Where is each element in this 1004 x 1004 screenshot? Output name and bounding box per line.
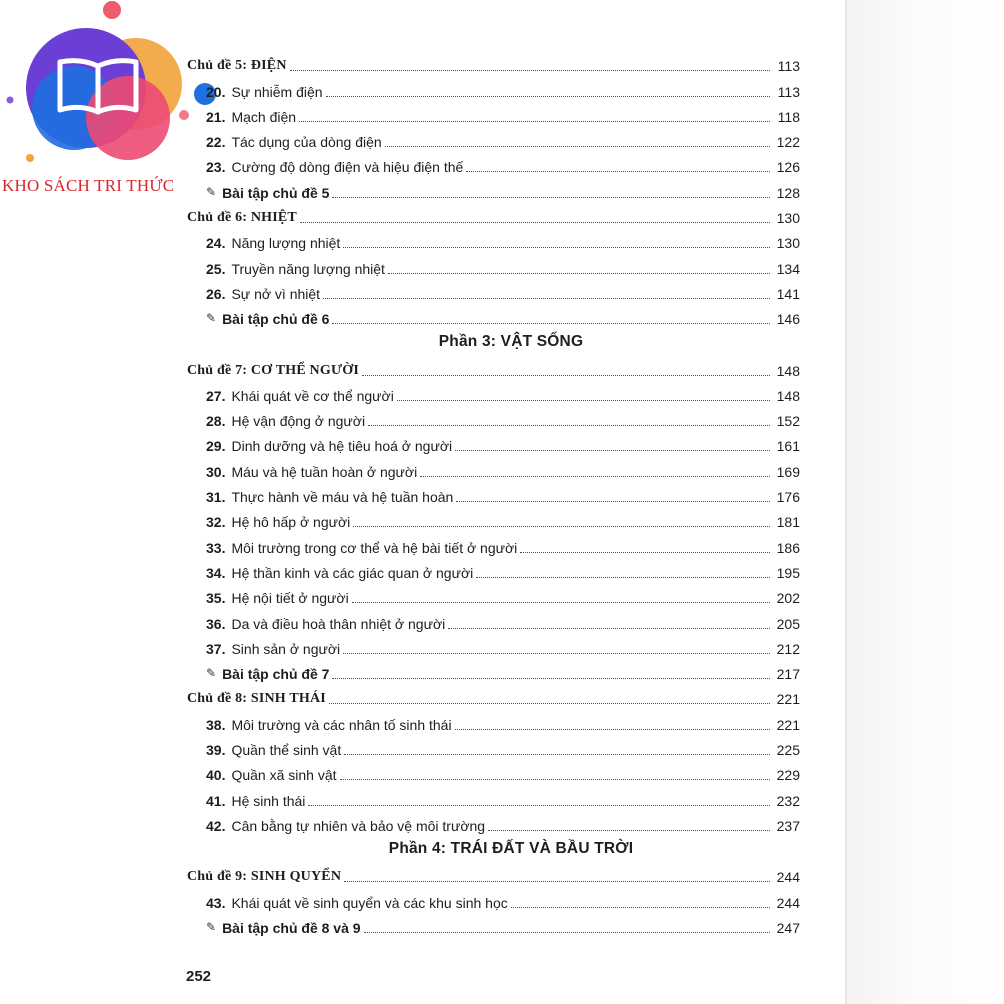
dot-leader [290, 70, 770, 71]
lesson-number: 31. [206, 489, 226, 506]
toc-lesson-row[interactable] [186, 887, 800, 912]
lesson-number: 20. [206, 83, 226, 100]
lesson-number: 41. [206, 792, 226, 809]
page-number: 252 [186, 968, 212, 985]
toc-lesson-row[interactable] [186, 279, 800, 304]
lesson-number: 39. [206, 742, 226, 759]
lesson-number: 30. [206, 463, 226, 480]
toc-lesson-row[interactable] [186, 507, 800, 532]
exercise-title [206, 309, 329, 329]
lesson-number: 42. [206, 817, 226, 834]
page-ref: 141 [776, 285, 800, 302]
page-ref: 205 [776, 615, 800, 632]
toc-lesson-row[interactable] [186, 608, 800, 633]
toc-lesson-row[interactable] [186, 634, 800, 659]
pencil-icon: ✎ [206, 311, 217, 326]
exercise-title [206, 664, 329, 684]
page-ref: 244 [776, 869, 800, 886]
toc-exercise-row[interactable] [186, 913, 800, 938]
dot-leader [332, 197, 770, 198]
lesson-number: 40. [206, 767, 226, 784]
lesson-number: 36. [206, 615, 226, 632]
dot-leader [329, 703, 770, 704]
lesson-title [206, 563, 473, 583]
toc-exercise-row[interactable] [186, 304, 800, 329]
lesson-number: 23. [206, 159, 226, 176]
dot-leader [344, 881, 770, 882]
lesson-number: 37. [206, 640, 226, 657]
entry-label: Da và điều hoà thân nhiệt ở người [231, 615, 446, 632]
page-ref: 202 [776, 590, 800, 607]
toc-chapter-row[interactable] [186, 684, 800, 709]
part-heading: Phần 3: VẬT SỐNG [438, 333, 584, 351]
chapter-title [187, 689, 326, 709]
page-ref: 113 [777, 83, 800, 100]
entry-label: Chủ đề 9: SINH QUYỂN [187, 869, 342, 885]
page-ref: 146 [776, 311, 800, 328]
entry-label: Tác dụng của dòng điện [231, 134, 382, 151]
toc-lesson-row[interactable] [186, 406, 800, 431]
lesson-title [206, 462, 417, 482]
toc-lesson-row[interactable] [186, 735, 800, 760]
page-ref: 229 [776, 767, 800, 784]
lesson-number: 25. [206, 260, 226, 277]
page-ref: 212 [776, 640, 800, 657]
lesson-title [206, 107, 296, 127]
dot-leader [511, 907, 770, 908]
lesson-title [206, 765, 337, 785]
page-ref: 152 [776, 413, 800, 430]
entry-label: Quần thể sinh vật [231, 742, 342, 759]
dot-leader [385, 146, 770, 147]
lesson-title [206, 82, 323, 102]
toc-lesson-row[interactable] [186, 431, 800, 456]
lesson-title [206, 157, 463, 177]
lesson-title [206, 588, 349, 608]
entry-label: Bài tập chủ đề 8 và 9 [222, 919, 361, 936]
brand-name: KHO SÁCH TRI THỨC [2, 176, 175, 195]
toc-exercise-row[interactable] [186, 177, 800, 202]
dot-leader [362, 375, 770, 376]
lesson-title [206, 639, 340, 659]
lesson-number: 24. [206, 235, 226, 252]
dot-leader [448, 628, 770, 629]
dot-leader [343, 653, 770, 654]
lesson-number: 29. [206, 438, 226, 455]
page-ref: 225 [776, 742, 800, 759]
dot-leader [308, 805, 770, 806]
entry-label: Khái quát về sinh quyển và các khu sinh học [231, 894, 508, 911]
lesson-number: 26. [206, 285, 226, 302]
lesson-title [206, 284, 320, 304]
lesson-number: 21. [206, 108, 226, 125]
dot-leader [340, 779, 770, 780]
lesson-number: 27. [206, 387, 226, 404]
lesson-title [206, 512, 350, 532]
toc-lesson-row[interactable] [186, 127, 800, 152]
dot-leader [299, 121, 770, 122]
page-ref: 126 [776, 159, 800, 176]
entry-label: Sự nhiễm điện [231, 83, 323, 100]
entry-label: Chủ đề 8: SINH THÁI [187, 691, 326, 707]
page-ref: 237 [776, 817, 800, 834]
entry-label: Mạch điện [231, 108, 297, 125]
page-ref: 122 [776, 134, 800, 151]
page-edge-shadow [845, 0, 1004, 1004]
dot-leader [455, 729, 770, 730]
entry-label: Môi trường và các nhân tố sinh thái [231, 716, 452, 733]
lesson-title [206, 538, 517, 558]
toc-lesson-row[interactable] [186, 709, 800, 734]
dot-leader [344, 754, 770, 755]
entry-label: Sinh sản ở người [231, 640, 341, 657]
page-ref: 221 [776, 691, 800, 708]
entry-label: Quần xã sinh vật [231, 767, 337, 784]
lesson-number: 32. [206, 514, 226, 531]
lesson-number: 38. [206, 716, 226, 733]
page-ref: 148 [776, 387, 800, 404]
page-ref: 134 [776, 260, 800, 277]
lesson-number: 28. [206, 413, 226, 430]
pencil-icon: ✎ [206, 184, 217, 199]
toc-lesson-row[interactable] [186, 152, 800, 177]
dot-leader [364, 932, 770, 933]
page-ref: 130 [776, 210, 800, 227]
page-ref: 221 [776, 716, 800, 733]
lesson-title [206, 411, 365, 431]
dot-leader [343, 247, 770, 248]
dot-leader [476, 577, 770, 578]
lesson-title [206, 487, 453, 507]
entry-label: Thực hành về máu và hệ tuần hoàn [231, 489, 454, 506]
toc-lesson-row[interactable] [186, 532, 800, 557]
lesson-title [206, 233, 340, 253]
page-ref: 247 [776, 919, 800, 936]
toc-lesson-row[interactable] [186, 76, 800, 101]
entry-label: Bài tập chủ đề 6 [222, 311, 330, 328]
page-ref: 130 [776, 235, 800, 252]
entry-label: Máu và hệ tuần hoàn ở người [231, 463, 418, 480]
chapter-title [187, 208, 297, 228]
dot-leader [353, 526, 770, 527]
dot-leader [352, 602, 770, 603]
dot-leader [520, 552, 770, 553]
page-ref: 232 [776, 792, 800, 809]
entry-label: Chủ đề 6: NHIỆT [187, 210, 297, 226]
dot-leader [466, 171, 770, 172]
toc-exercise-row[interactable] [186, 659, 800, 684]
part-heading: Phần 4: TRÁI ĐẤT VÀ BẦU TRỜI [388, 839, 634, 857]
pencil-icon: ✎ [206, 666, 217, 681]
page-ref: 113 [777, 58, 800, 75]
entry-label: Khái quát về cơ thể người [231, 387, 394, 404]
toc-lesson-row[interactable] [186, 785, 800, 810]
lesson-title [206, 740, 341, 760]
toc-lesson-row[interactable] [186, 381, 800, 406]
lesson-title [206, 816, 485, 836]
page-ref: 118 [777, 108, 800, 125]
pencil-icon: ✎ [206, 919, 217, 934]
lesson-number: 33. [206, 539, 226, 556]
entry-label: Cân bằng tự nhiên và bảo vệ môi trường [231, 817, 486, 834]
toc-lesson-row[interactable] [186, 760, 800, 785]
page-ref: 195 [776, 564, 800, 581]
lesson-title [206, 132, 382, 152]
toc-lesson-row[interactable] [186, 583, 800, 608]
toc-lesson-row[interactable] [186, 228, 800, 253]
lesson-number: 22. [206, 134, 226, 151]
entry-label: Hệ vận động ở người [231, 413, 366, 430]
page-ref: 128 [776, 184, 800, 201]
chapter-title [187, 361, 359, 381]
dot-leader [455, 450, 770, 451]
page-ref: 169 [776, 463, 800, 480]
lesson-number: 35. [206, 590, 226, 607]
entry-label: Bài tập chủ đề 7 [222, 666, 330, 683]
page-ref: 217 [776, 666, 800, 683]
chapter-title [187, 867, 341, 887]
page-ref: 176 [776, 489, 800, 506]
entry-label: Chủ đề 7: CƠ THỂ NGƯỜI [187, 362, 360, 378]
exercise-title [206, 918, 361, 938]
entry-label: Hệ nội tiết ở người [231, 590, 349, 607]
lesson-title [206, 893, 508, 913]
page-ref: 181 [776, 514, 800, 531]
entry-label: Sự nở vì nhiệt [231, 285, 321, 302]
lesson-title [206, 614, 445, 634]
entry-label: Chủ đề 5: ĐIỆN [187, 58, 287, 74]
chapter-title [187, 56, 287, 76]
entry-label: Hệ sinh thái [231, 792, 306, 809]
page-ref: 161 [776, 438, 800, 455]
dot-leader [332, 323, 770, 324]
entry-label: Truyền năng lượng nhiệt [231, 260, 385, 277]
page-ref: 186 [776, 539, 800, 556]
dot-leader [388, 273, 770, 274]
lesson-number: 43. [206, 894, 226, 911]
table-of-contents [186, 51, 800, 938]
toc-lesson-row[interactable] [186, 482, 800, 507]
lesson-title [206, 259, 385, 279]
toc-chapter-row[interactable] [186, 862, 800, 887]
entry-label: Hệ hô hấp ở người [231, 514, 351, 531]
entry-label: Bài tập chủ đề 5 [222, 184, 330, 201]
lesson-title [206, 715, 452, 735]
page-ref: 244 [776, 894, 800, 911]
toc-lesson-row[interactable] [186, 102, 800, 127]
toc-lesson-row[interactable] [186, 253, 800, 278]
dot-leader [456, 501, 770, 502]
entry-label: Môi trường trong cơ thể và hệ bài tiết ở người [231, 539, 518, 556]
dot-leader [397, 400, 770, 401]
dot-leader [323, 298, 770, 299]
entry-label: Năng lượng nhiệt [231, 235, 341, 252]
toc-chapter-row[interactable] [186, 355, 800, 380]
exercise-title [206, 183, 329, 203]
lesson-title [206, 436, 452, 456]
dot-leader [332, 678, 770, 679]
dot-leader [488, 830, 770, 831]
entry-label: Hệ thần kinh và các giác quan ở người [231, 564, 474, 581]
dot-leader [300, 222, 770, 223]
lesson-title [206, 791, 305, 811]
dot-leader [368, 425, 770, 426]
toc-lesson-row[interactable] [186, 811, 800, 836]
toc-chapter-row[interactable] [186, 51, 800, 76]
toc-lesson-row[interactable] [186, 558, 800, 583]
dot-leader [420, 476, 770, 477]
page-ref: 148 [776, 362, 800, 379]
toc-chapter-row[interactable] [186, 203, 800, 228]
lesson-number: 34. [206, 564, 226, 581]
dot-leader [326, 96, 770, 97]
entry-label: Cường độ dòng điện và hiệu điện thế [231, 159, 464, 176]
entry-label: Dinh dưỡng và hệ tiêu hoá ở người [231, 438, 453, 455]
lesson-title [206, 386, 394, 406]
toc-lesson-row[interactable] [186, 456, 800, 481]
